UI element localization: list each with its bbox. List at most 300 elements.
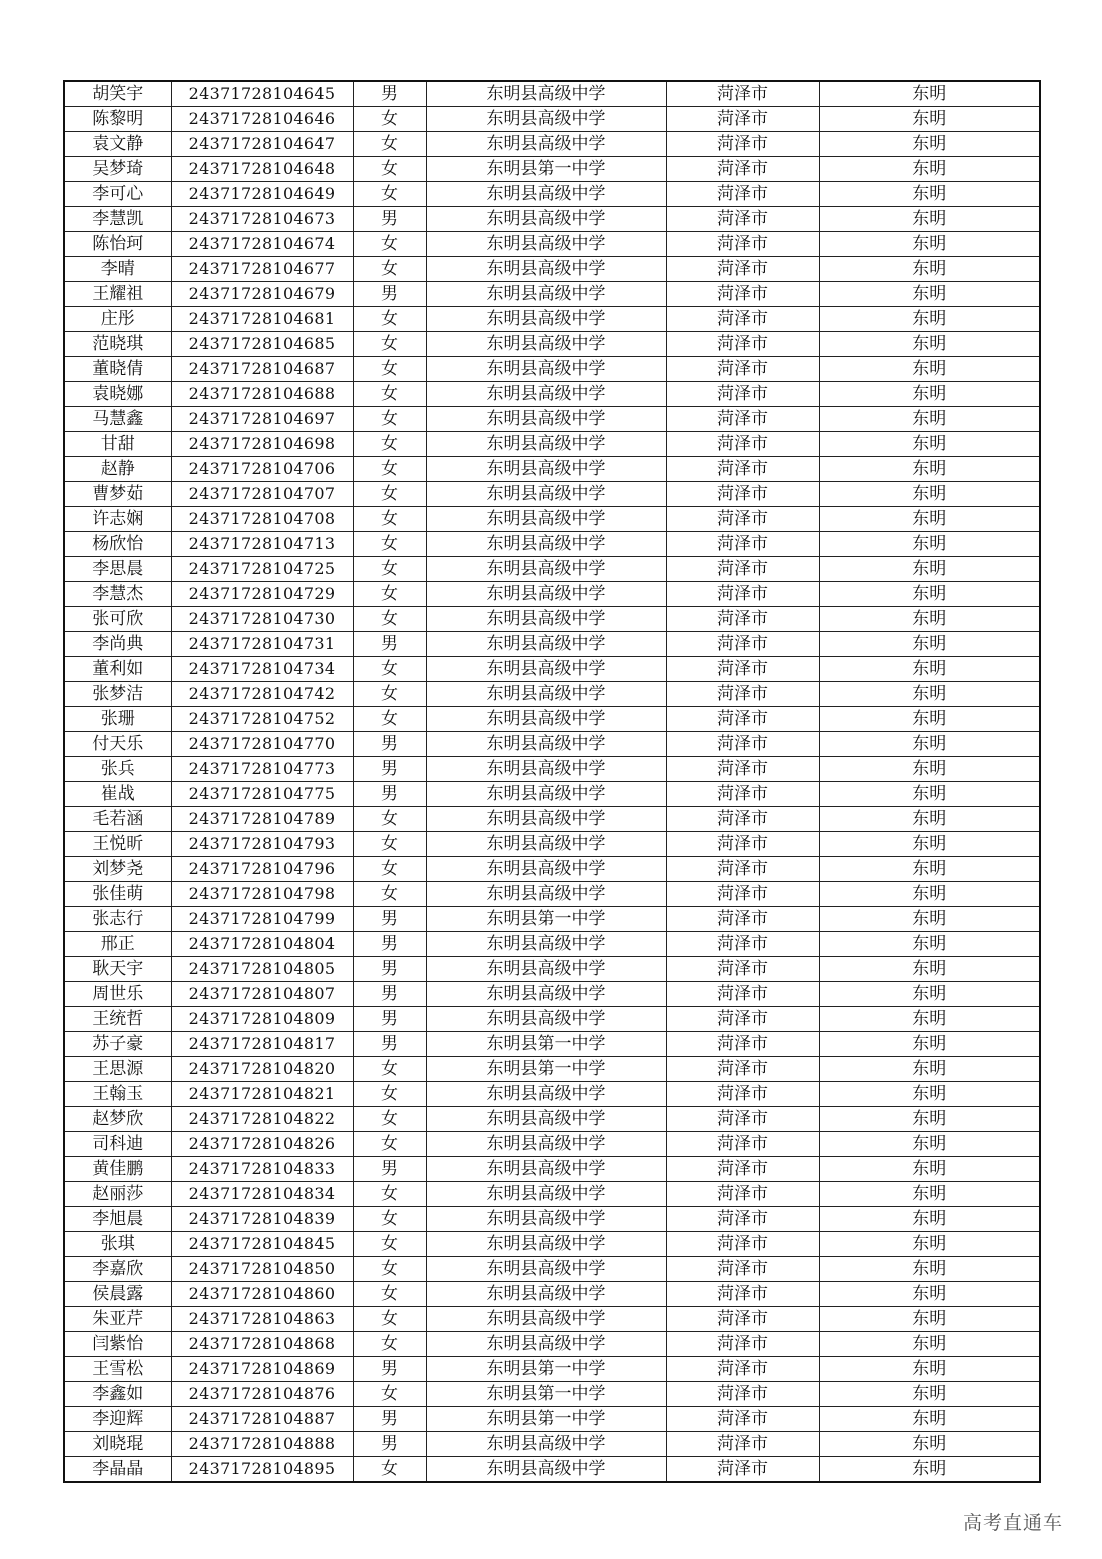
exam-id-cell: 24371728104895 [171, 1457, 353, 1483]
city-cell: 菏泽市 [666, 1307, 819, 1332]
exam-id-cell: 24371728104674 [171, 232, 353, 257]
table-row [64, 1407, 1040, 1432]
county-cell: 东明 [819, 982, 1040, 1007]
table-row [64, 532, 1040, 557]
table-row [64, 1232, 1040, 1257]
table-row [64, 307, 1040, 332]
table-row [64, 1357, 1040, 1382]
gender-cell: 女 [353, 682, 426, 707]
exam-id-cell: 24371728104773 [171, 757, 353, 782]
exam-id-cell: 24371728104673 [171, 207, 353, 232]
name-cell: 杨欣怡 [64, 532, 171, 557]
county-cell: 东明 [819, 207, 1040, 232]
name-cell: 袁文静 [64, 132, 171, 157]
table-row [64, 1032, 1040, 1057]
exam-id-cell: 24371728104869 [171, 1357, 353, 1382]
school-cell: 东明县高级中学 [426, 682, 666, 707]
school-cell: 东明县第一中学 [426, 907, 666, 932]
school-cell: 东明县高级中学 [426, 1182, 666, 1207]
table-row [64, 1307, 1040, 1332]
exam-id-cell: 24371728104649 [171, 182, 353, 207]
county-cell: 东明 [819, 1282, 1040, 1307]
name-cell: 胡笑宇 [64, 81, 171, 107]
county-cell: 东明 [819, 857, 1040, 882]
county-cell: 东明 [819, 532, 1040, 557]
county-cell: 东明 [819, 307, 1040, 332]
gender-cell: 女 [353, 1107, 426, 1132]
gender-cell: 女 [353, 607, 426, 632]
table-row [64, 1157, 1040, 1182]
school-cell: 东明县第一中学 [426, 1382, 666, 1407]
county-cell: 东明 [819, 1457, 1040, 1483]
school-cell: 东明县高级中学 [426, 957, 666, 982]
city-cell: 菏泽市 [666, 1082, 819, 1107]
city-cell: 菏泽市 [666, 632, 819, 657]
exam-id-cell: 24371728104804 [171, 932, 353, 957]
gender-cell: 女 [353, 432, 426, 457]
city-cell: 菏泽市 [666, 957, 819, 982]
city-cell: 菏泽市 [666, 907, 819, 932]
table-row [64, 1432, 1040, 1457]
gender-cell: 女 [353, 557, 426, 582]
name-cell: 刘晓琨 [64, 1432, 171, 1457]
exam-id-cell: 24371728104834 [171, 1182, 353, 1207]
city-cell: 菏泽市 [666, 207, 819, 232]
gender-cell: 女 [353, 382, 426, 407]
exam-id-cell: 24371728104647 [171, 132, 353, 157]
gender-cell: 女 [353, 1457, 426, 1483]
exam-id-cell: 24371728104805 [171, 957, 353, 982]
exam-id-cell: 24371728104707 [171, 482, 353, 507]
county-cell: 东明 [819, 282, 1040, 307]
exam-id-cell: 24371728104729 [171, 582, 353, 607]
roster-body [64, 81, 1040, 1482]
school-cell: 东明县高级中学 [426, 357, 666, 382]
name-cell: 李慧凯 [64, 207, 171, 232]
school-cell: 东明县高级中学 [426, 1432, 666, 1457]
gender-cell: 男 [353, 1407, 426, 1432]
exam-id-cell: 24371728104809 [171, 1007, 353, 1032]
gender-cell: 男 [353, 982, 426, 1007]
county-cell: 东明 [819, 707, 1040, 732]
gender-cell: 女 [353, 1082, 426, 1107]
table-row [64, 1457, 1040, 1483]
name-cell: 曹梦茹 [64, 482, 171, 507]
city-cell: 菏泽市 [666, 257, 819, 282]
school-cell: 东明县高级中学 [426, 1132, 666, 1157]
table-row [64, 432, 1040, 457]
exam-id-cell: 24371728104698 [171, 432, 353, 457]
table-row [64, 607, 1040, 632]
exam-id-cell: 24371728104645 [171, 81, 353, 107]
exam-id-cell: 24371728104685 [171, 332, 353, 357]
gender-cell: 女 [353, 332, 426, 357]
name-cell: 刘梦尧 [64, 857, 171, 882]
exam-id-cell: 24371728104734 [171, 657, 353, 682]
city-cell: 菏泽市 [666, 1232, 819, 1257]
county-cell: 东明 [819, 1432, 1040, 1457]
table-row [64, 1132, 1040, 1157]
gender-cell: 女 [353, 132, 426, 157]
city-cell: 菏泽市 [666, 682, 819, 707]
gender-cell: 女 [353, 807, 426, 832]
county-cell: 东明 [819, 81, 1040, 107]
school-cell: 东明县高级中学 [426, 1232, 666, 1257]
name-cell: 李思晨 [64, 557, 171, 582]
school-cell: 东明县高级中学 [426, 1007, 666, 1032]
table-row [64, 332, 1040, 357]
county-cell: 东明 [819, 407, 1040, 432]
city-cell: 菏泽市 [666, 732, 819, 757]
gender-cell: 女 [353, 107, 426, 132]
table-row [64, 1382, 1040, 1407]
gender-cell: 男 [353, 632, 426, 657]
school-cell: 东明县高级中学 [426, 482, 666, 507]
name-cell: 苏子豪 [64, 1032, 171, 1057]
table-row [64, 257, 1040, 282]
exam-id-cell: 24371728104820 [171, 1057, 353, 1082]
gender-cell: 女 [353, 307, 426, 332]
exam-id-cell: 24371728104876 [171, 1382, 353, 1407]
city-cell: 菏泽市 [666, 232, 819, 257]
gender-cell: 女 [353, 482, 426, 507]
county-cell: 东明 [819, 457, 1040, 482]
county-cell: 东明 [819, 1107, 1040, 1132]
name-cell: 陈黎明 [64, 107, 171, 132]
city-cell: 菏泽市 [666, 1332, 819, 1357]
exam-id-cell: 24371728104860 [171, 1282, 353, 1307]
table-row [64, 132, 1040, 157]
gender-cell: 男 [353, 782, 426, 807]
city-cell: 菏泽市 [666, 832, 819, 857]
county-cell: 东明 [819, 782, 1040, 807]
city-cell: 菏泽市 [666, 1157, 819, 1182]
name-cell: 朱亚芹 [64, 1307, 171, 1332]
county-cell: 东明 [819, 682, 1040, 707]
name-cell: 侯晨露 [64, 1282, 171, 1307]
name-cell: 王悦昕 [64, 832, 171, 857]
gender-cell: 女 [353, 707, 426, 732]
exam-id-cell: 24371728104863 [171, 1307, 353, 1332]
city-cell: 菏泽市 [666, 432, 819, 457]
name-cell: 毛若涵 [64, 807, 171, 832]
school-cell: 东明县高级中学 [426, 1257, 666, 1282]
school-cell: 东明县高级中学 [426, 832, 666, 857]
name-cell: 王雪松 [64, 1357, 171, 1382]
school-cell: 东明县高级中学 [426, 257, 666, 282]
county-cell: 东明 [819, 107, 1040, 132]
table-row [64, 807, 1040, 832]
table-row [64, 582, 1040, 607]
gender-cell: 女 [353, 532, 426, 557]
table-row [64, 507, 1040, 532]
name-cell: 王翰玉 [64, 1082, 171, 1107]
table-row [64, 357, 1040, 382]
gender-cell: 女 [353, 882, 426, 907]
county-cell: 东明 [819, 157, 1040, 182]
city-cell: 菏泽市 [666, 657, 819, 682]
school-cell: 东明县高级中学 [426, 1082, 666, 1107]
exam-id-cell: 24371728104850 [171, 1257, 353, 1282]
gender-cell: 女 [353, 1057, 426, 1082]
county-cell: 东明 [819, 132, 1040, 157]
gender-cell: 女 [353, 857, 426, 882]
county-cell: 东明 [819, 1332, 1040, 1357]
city-cell: 菏泽市 [666, 307, 819, 332]
roster-table [63, 80, 1041, 1483]
gender-cell: 女 [353, 407, 426, 432]
school-cell: 东明县高级中学 [426, 582, 666, 607]
name-cell: 董利如 [64, 657, 171, 682]
county-cell: 东明 [819, 1232, 1040, 1257]
city-cell: 菏泽市 [666, 1407, 819, 1432]
city-cell: 菏泽市 [666, 457, 819, 482]
name-cell: 张琪 [64, 1232, 171, 1257]
exam-id-cell: 24371728104731 [171, 632, 353, 657]
school-cell: 东明县第一中学 [426, 1032, 666, 1057]
name-cell: 张可欣 [64, 607, 171, 632]
county-cell: 东明 [819, 832, 1040, 857]
table-row [64, 382, 1040, 407]
name-cell: 陈怡珂 [64, 232, 171, 257]
table-row [64, 632, 1040, 657]
city-cell: 菏泽市 [666, 1057, 819, 1082]
city-cell: 菏泽市 [666, 782, 819, 807]
name-cell: 范晓琪 [64, 332, 171, 357]
gender-cell: 女 [353, 1132, 426, 1157]
school-cell: 东明县高级中学 [426, 732, 666, 757]
county-cell: 东明 [819, 1382, 1040, 1407]
gender-cell: 女 [353, 1207, 426, 1232]
school-cell: 东明县第一中学 [426, 157, 666, 182]
city-cell: 菏泽市 [666, 882, 819, 907]
county-cell: 东明 [819, 1357, 1040, 1382]
table-row [64, 1207, 1040, 1232]
city-cell: 菏泽市 [666, 332, 819, 357]
city-cell: 菏泽市 [666, 482, 819, 507]
exam-id-cell: 24371728104845 [171, 1232, 353, 1257]
gender-cell: 女 [353, 1332, 426, 1357]
gender-cell: 女 [353, 1232, 426, 1257]
name-cell: 李可心 [64, 182, 171, 207]
gender-cell: 女 [353, 657, 426, 682]
exam-id-cell: 24371728104706 [171, 457, 353, 482]
city-cell: 菏泽市 [666, 132, 819, 157]
name-cell: 闫紫怡 [64, 1332, 171, 1357]
city-cell: 菏泽市 [666, 1132, 819, 1157]
county-cell: 东明 [819, 332, 1040, 357]
name-cell: 王耀祖 [64, 282, 171, 307]
school-cell: 东明县高级中学 [426, 81, 666, 107]
city-cell: 菏泽市 [666, 407, 819, 432]
gender-cell: 女 [353, 232, 426, 257]
county-cell: 东明 [819, 1157, 1040, 1182]
table-row [64, 107, 1040, 132]
name-cell: 李晴 [64, 257, 171, 282]
county-cell: 东明 [819, 182, 1040, 207]
county-cell: 东明 [819, 1407, 1040, 1432]
county-cell: 东明 [819, 757, 1040, 782]
exam-id-cell: 24371728104817 [171, 1032, 353, 1057]
table-row [64, 857, 1040, 882]
gender-cell: 女 [353, 257, 426, 282]
county-cell: 东明 [819, 807, 1040, 832]
name-cell: 张兵 [64, 757, 171, 782]
table-row [64, 207, 1040, 232]
school-cell: 东明县第一中学 [426, 1407, 666, 1432]
exam-id-cell: 24371728104725 [171, 557, 353, 582]
exam-id-cell: 24371728104789 [171, 807, 353, 832]
name-cell: 赵静 [64, 457, 171, 482]
exam-id-cell: 24371728104752 [171, 707, 353, 732]
school-cell: 东明县高级中学 [426, 982, 666, 1007]
county-cell: 东明 [819, 357, 1040, 382]
exam-id-cell: 24371728104887 [171, 1407, 353, 1432]
school-cell: 东明县高级中学 [426, 457, 666, 482]
county-cell: 东明 [819, 632, 1040, 657]
gender-cell: 男 [353, 732, 426, 757]
school-cell: 东明县高级中学 [426, 207, 666, 232]
county-cell: 东明 [819, 732, 1040, 757]
exam-id-cell: 24371728104839 [171, 1207, 353, 1232]
county-cell: 东明 [819, 607, 1040, 632]
county-cell: 东明 [819, 482, 1040, 507]
table-row [64, 1257, 1040, 1282]
table-row [64, 882, 1040, 907]
city-cell: 菏泽市 [666, 757, 819, 782]
city-cell: 菏泽市 [666, 81, 819, 107]
name-cell: 李慧杰 [64, 582, 171, 607]
exam-id-cell: 24371728104697 [171, 407, 353, 432]
table-row [64, 732, 1040, 757]
gender-cell: 女 [353, 1182, 426, 1207]
exam-id-cell: 24371728104681 [171, 307, 353, 332]
county-cell: 东明 [819, 1082, 1040, 1107]
gender-cell: 女 [353, 582, 426, 607]
school-cell: 东明县高级中学 [426, 1457, 666, 1483]
county-cell: 东明 [819, 557, 1040, 582]
name-cell: 张珊 [64, 707, 171, 732]
name-cell: 赵丽莎 [64, 1182, 171, 1207]
name-cell: 袁晓娜 [64, 382, 171, 407]
city-cell: 菏泽市 [666, 1257, 819, 1282]
city-cell: 菏泽市 [666, 382, 819, 407]
exam-id-cell: 24371728104687 [171, 357, 353, 382]
city-cell: 菏泽市 [666, 532, 819, 557]
exam-id-cell: 24371728104868 [171, 1332, 353, 1357]
county-cell: 东明 [819, 1132, 1040, 1157]
gender-cell: 男 [353, 757, 426, 782]
school-cell: 东明县高级中学 [426, 232, 666, 257]
county-cell: 东明 [819, 1032, 1040, 1057]
table-row [64, 757, 1040, 782]
exam-id-cell: 24371728104646 [171, 107, 353, 132]
table-row [64, 182, 1040, 207]
school-cell: 东明县高级中学 [426, 1157, 666, 1182]
county-cell: 东明 [819, 1307, 1040, 1332]
table-row [64, 932, 1040, 957]
school-cell: 东明县高级中学 [426, 1307, 666, 1332]
school-cell: 东明县高级中学 [426, 857, 666, 882]
table-row [64, 1007, 1040, 1032]
city-cell: 菏泽市 [666, 982, 819, 1007]
county-cell: 东明 [819, 1007, 1040, 1032]
name-cell: 周世乐 [64, 982, 171, 1007]
gender-cell: 男 [353, 1032, 426, 1057]
exam-id-cell: 24371728104799 [171, 907, 353, 932]
city-cell: 菏泽市 [666, 182, 819, 207]
table-row [64, 81, 1040, 107]
school-cell: 东明县高级中学 [426, 282, 666, 307]
city-cell: 菏泽市 [666, 582, 819, 607]
exam-id-cell: 24371728104708 [171, 507, 353, 532]
school-cell: 东明县高级中学 [426, 657, 666, 682]
city-cell: 菏泽市 [666, 807, 819, 832]
name-cell: 甘甜 [64, 432, 171, 457]
gender-cell: 女 [353, 457, 426, 482]
table-row [64, 707, 1040, 732]
city-cell: 菏泽市 [666, 607, 819, 632]
school-cell: 东明县高级中学 [426, 1207, 666, 1232]
school-cell: 东明县高级中学 [426, 607, 666, 632]
gender-cell: 男 [353, 282, 426, 307]
school-cell: 东明县高级中学 [426, 132, 666, 157]
name-cell: 王思源 [64, 1057, 171, 1082]
name-cell: 司科迪 [64, 1132, 171, 1157]
gender-cell: 男 [353, 957, 426, 982]
gender-cell: 男 [353, 932, 426, 957]
county-cell: 东明 [819, 1257, 1040, 1282]
exam-id-cell: 24371728104822 [171, 1107, 353, 1132]
school-cell: 东明县第一中学 [426, 1357, 666, 1382]
city-cell: 菏泽市 [666, 282, 819, 307]
school-cell: 东明县高级中学 [426, 107, 666, 132]
city-cell: 菏泽市 [666, 1282, 819, 1307]
table-row [64, 407, 1040, 432]
gender-cell: 女 [353, 157, 426, 182]
exam-id-cell: 24371728104793 [171, 832, 353, 857]
exam-id-cell: 24371728104888 [171, 1432, 353, 1457]
exam-id-cell: 24371728104807 [171, 982, 353, 1007]
school-cell: 东明县高级中学 [426, 882, 666, 907]
gender-cell: 男 [353, 1357, 426, 1382]
school-cell: 东明县高级中学 [426, 182, 666, 207]
name-cell: 李旭晨 [64, 1207, 171, 1232]
school-cell: 东明县高级中学 [426, 407, 666, 432]
exam-id-cell: 24371728104775 [171, 782, 353, 807]
school-cell: 东明县高级中学 [426, 1282, 666, 1307]
city-cell: 菏泽市 [666, 1357, 819, 1382]
school-cell: 东明县高级中学 [426, 807, 666, 832]
name-cell: 张志行 [64, 907, 171, 932]
school-cell: 东明县高级中学 [426, 632, 666, 657]
county-cell: 东明 [819, 957, 1040, 982]
table-row [64, 1182, 1040, 1207]
city-cell: 菏泽市 [666, 107, 819, 132]
table-row [64, 1282, 1040, 1307]
school-cell: 东明县高级中学 [426, 332, 666, 357]
name-cell: 王统哲 [64, 1007, 171, 1032]
table-row [64, 832, 1040, 857]
city-cell: 菏泽市 [666, 1032, 819, 1057]
gender-cell: 男 [353, 1432, 426, 1457]
county-cell: 东明 [819, 1207, 1040, 1232]
county-cell: 东明 [819, 232, 1040, 257]
exam-id-cell: 24371728104833 [171, 1157, 353, 1182]
exam-id-cell: 24371728104677 [171, 257, 353, 282]
gender-cell: 女 [353, 1282, 426, 1307]
county-cell: 东明 [819, 432, 1040, 457]
